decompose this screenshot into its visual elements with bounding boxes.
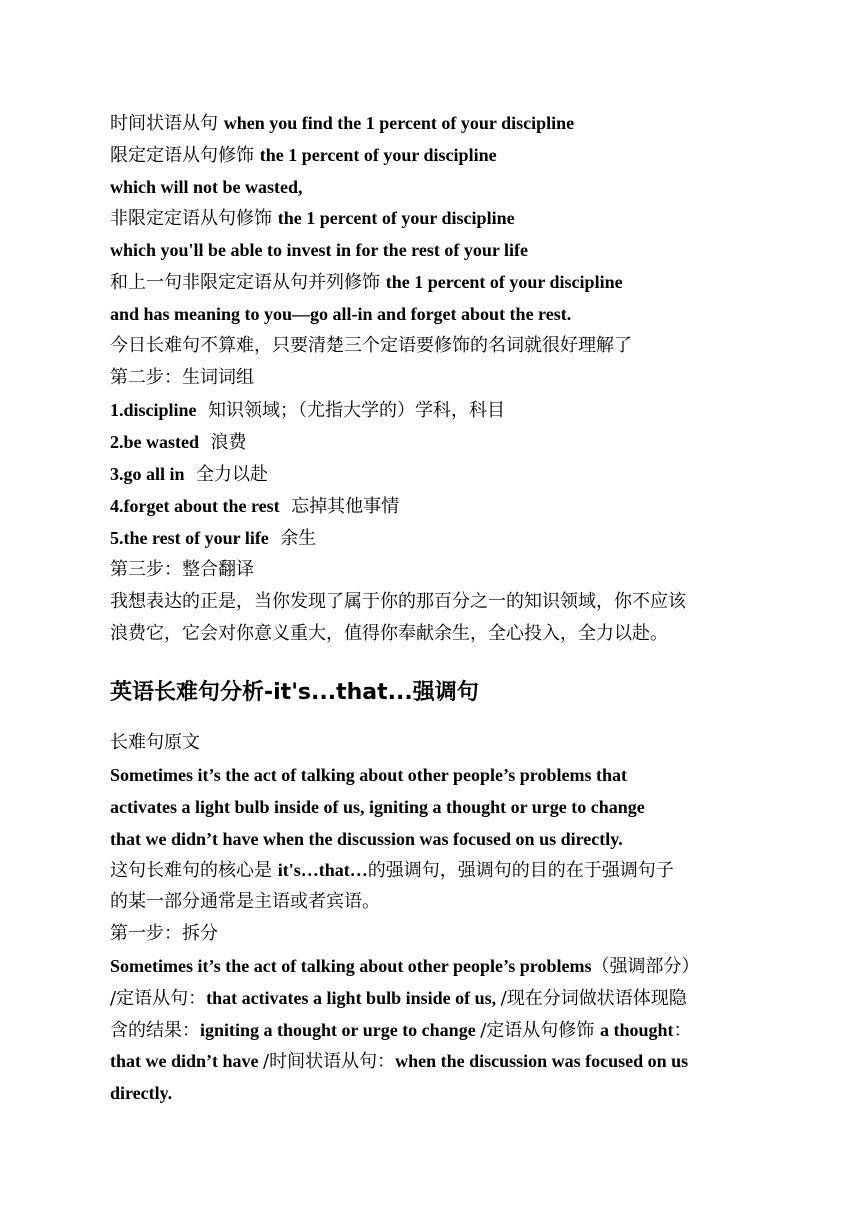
- clause-label: 非限定定语从句修饰: [110, 208, 278, 229]
- translation-text: 我想表达的正是，当你发现了属于你的那百分之一的知识领域，你不应该: [110, 591, 686, 612]
- vocab-term: 1.discipline: [110, 400, 197, 420]
- split-text: that activates a light bulb inside of us,: [206, 988, 501, 1008]
- core-text: 这句长难句的核心是: [110, 860, 278, 881]
- split-note: /定语从句修饰: [480, 1020, 600, 1041]
- clause-line-nonrestrictive: [110, 205, 770, 232]
- original-sentence: activates a light bulb inside of us, igniting a thought or urge to change: [110, 797, 645, 817]
- clause-label: 时间状语从句: [110, 113, 224, 134]
- original-sentence: Sometimes it’s the act of talking about other people’s problems that: [110, 765, 627, 785]
- split-note: /定语从句：: [110, 988, 207, 1009]
- clause-text: the 1 percent of your discipline: [277, 208, 515, 228]
- original-label: 长难句原文: [110, 732, 200, 753]
- vocab-term: 2.be wasted: [110, 432, 199, 452]
- core-text: 的强调句，强调句的目的在于强调句子: [367, 860, 674, 881]
- vocab-meaning: 忘掉其他事情: [291, 496, 400, 517]
- clause-line-restrictive: [110, 142, 770, 169]
- split-note: 含的结果：: [110, 1020, 200, 1041]
- clause-label: 和上一句非限定定语从句并列修饰: [110, 272, 386, 293]
- clause-sentence: and has meaning to you—go all-in and forget about the rest.: [110, 304, 572, 324]
- clause-text: the 1 percent of your discipline: [259, 145, 497, 165]
- clause-line-time-adverbial: [110, 110, 770, 137]
- split-line: directly.: [110, 1083, 173, 1103]
- vocab-item: [110, 429, 770, 456]
- vocab-item: [110, 397, 770, 424]
- split-text: Sometimes it’s the act of talking about other people’s problems: [110, 956, 592, 976]
- step-heading-vocab: 第二步：生词词组: [110, 367, 254, 388]
- core-explanation: 的某一部分通常是主语或者宾语。: [110, 891, 380, 912]
- split-line: [110, 985, 770, 1012]
- step-heading-split: 第一步：拆分: [110, 923, 218, 944]
- split-text: that we didn’t have: [110, 1051, 264, 1071]
- split-note: /时间状语从句：: [263, 1051, 396, 1072]
- split-line: [110, 1017, 770, 1044]
- translation-text: 浪费它，它会对你意义重大，值得你奉献余生，全心投入，全力以赴。: [110, 623, 668, 644]
- core-explanation: [110, 857, 770, 884]
- original-sentence: that we didn’t have when the discussion was focused on us directly.: [110, 829, 623, 849]
- vocab-meaning: 余生: [280, 528, 317, 549]
- step-heading-translation: 第三步：整合翻译: [110, 559, 254, 580]
- vocab-item: [110, 525, 770, 552]
- section-heading: 英语长难句分析-it's...that...强调句: [110, 680, 479, 705]
- clause-line-parallel: [110, 269, 770, 296]
- clause-text: when you find the 1 percent of your discipline: [223, 113, 575, 133]
- split-note: /现在分词做状语体现隐: [500, 988, 687, 1009]
- split-text: a thought: [599, 1020, 674, 1040]
- split-text: igniting a thought or urge to change: [200, 1020, 481, 1040]
- split-text: when the discussion was focused on us: [395, 1051, 689, 1071]
- split-note: ：: [673, 1020, 692, 1041]
- vocab-item: [110, 493, 770, 520]
- vocab-meaning: 全力以赴: [195, 464, 268, 485]
- split-note: （强调部分）: [591, 956, 700, 977]
- vocab-item: [110, 461, 770, 488]
- split-line: [110, 953, 770, 980]
- vocab-term: 4.forget about the rest: [110, 496, 280, 516]
- vocab-meaning: 知识领域；（尤指大学的）学科，科目: [207, 400, 505, 421]
- vocab-term: 5.the rest of your life: [110, 528, 269, 548]
- vocab-meaning: 浪费: [210, 432, 247, 453]
- clause-text: the 1 percent of your discipline: [385, 272, 623, 292]
- clause-sentence: which will not be wasted,: [110, 177, 303, 197]
- summary-text: 今日长难句不算难，只要清楚三个定语要修饰的名词就很好理解了: [110, 335, 632, 356]
- split-line: [110, 1048, 770, 1075]
- core-pattern: it's…that…: [277, 860, 368, 880]
- clause-sentence: which you'll be able to invest in for the rest of your life: [110, 240, 528, 260]
- clause-label: 限定定语从句修饰: [110, 145, 260, 166]
- vocab-term: 3.go all in: [110, 464, 185, 484]
